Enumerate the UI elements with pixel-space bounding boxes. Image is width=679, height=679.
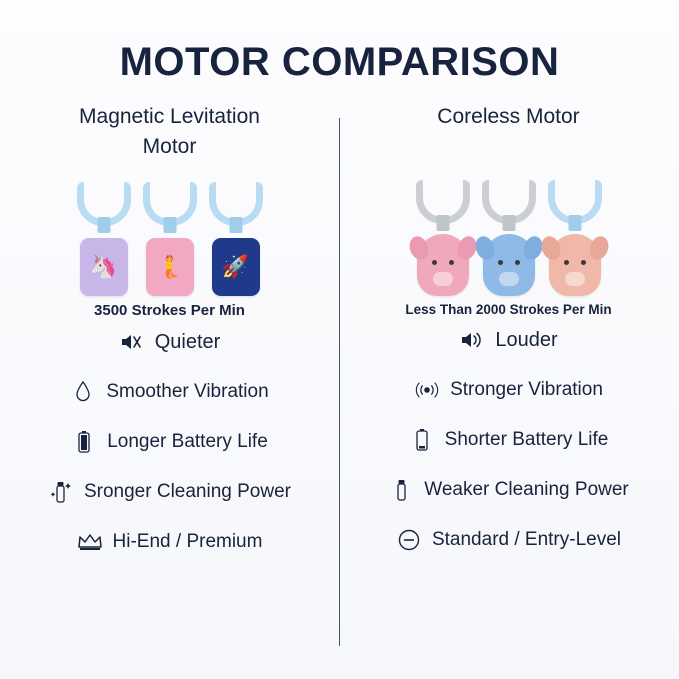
mermaid-icon: 🧜 xyxy=(155,254,184,279)
product-unicorn-brush xyxy=(74,182,134,296)
product-rocket-brush xyxy=(206,182,266,296)
speaker-loud-icon xyxy=(459,327,485,353)
product-mermaid-brush xyxy=(140,182,200,296)
feature-standard-entry-level xyxy=(396,527,621,553)
mouthpiece-icon xyxy=(77,182,131,226)
feature-stronger-cleaning-power xyxy=(48,479,291,505)
mouthpiece-icon xyxy=(143,182,197,226)
animal-body xyxy=(549,234,601,296)
column-coreless-motor xyxy=(339,102,678,555)
column-magnetic-levitation xyxy=(0,102,339,555)
feature-label: Weaker Cleaning Power xyxy=(424,478,629,500)
feature-louder xyxy=(459,327,557,353)
mouthpiece-icon xyxy=(209,182,263,226)
speaker-muted-icon xyxy=(119,329,145,355)
column-divider xyxy=(339,118,340,646)
brush-body xyxy=(80,238,128,296)
vibration-waves-icon xyxy=(414,377,440,403)
unicorn-icon: 🦄 xyxy=(89,254,118,279)
animal-body xyxy=(417,234,469,296)
product-elephant-brush xyxy=(479,180,539,296)
product-pig-brush xyxy=(413,180,473,296)
toothbrush-sparkle-icon xyxy=(48,479,74,505)
mouthpiece-icon xyxy=(482,180,536,224)
battery-low-icon xyxy=(409,427,435,453)
feature-smoother-vibration xyxy=(70,379,268,405)
animal-body xyxy=(483,234,535,296)
feature-shorter-battery-life xyxy=(409,427,609,453)
water-drop-icon xyxy=(70,379,96,405)
feature-label: Smoother Vibration xyxy=(106,380,269,402)
rocket-icon: 🚀 xyxy=(221,254,250,279)
feature-stronger-vibration xyxy=(414,377,603,403)
page-title: MOTOR COMPARISON xyxy=(119,40,560,84)
column-title-left: Magnetic Levitation Motor xyxy=(79,105,260,159)
feature-quieter xyxy=(119,329,221,355)
feature-label: Longer Battery Life xyxy=(107,430,268,452)
column-title-right: Coreless Motor xyxy=(437,105,580,128)
minus-circle-icon xyxy=(396,527,422,553)
product-row-left xyxy=(74,166,266,296)
crown-icon xyxy=(77,529,103,555)
feature-hi-end-premium xyxy=(77,529,263,555)
strokes-label-left: 3500 Strokes Per Min xyxy=(94,302,245,319)
feature-longer-battery-life xyxy=(71,429,268,455)
feature-weaker-cleaning-power xyxy=(388,477,629,503)
brush-body xyxy=(146,238,194,296)
brush-body xyxy=(212,238,260,296)
feature-label: Shorter Battery Life xyxy=(444,428,609,450)
feature-label: Hi-End / Premium xyxy=(112,530,263,552)
toothbrush-icon xyxy=(388,477,414,503)
product-bear-brush xyxy=(545,180,605,296)
mouthpiece-icon xyxy=(416,180,470,224)
feature-label: Standard / Entry-Level xyxy=(431,528,622,550)
feature-label: Sronger Cleaning Power xyxy=(83,480,291,502)
mouthpiece-icon xyxy=(548,180,602,224)
feature-label: Quieter xyxy=(154,331,221,353)
feature-label: Louder xyxy=(495,329,558,351)
feature-label: Stronger Vibration xyxy=(450,378,603,400)
product-row-right xyxy=(413,166,605,296)
strokes-label-right: Less Than 2000 Strokes Per Min xyxy=(405,302,612,317)
battery-full-icon xyxy=(71,429,97,455)
